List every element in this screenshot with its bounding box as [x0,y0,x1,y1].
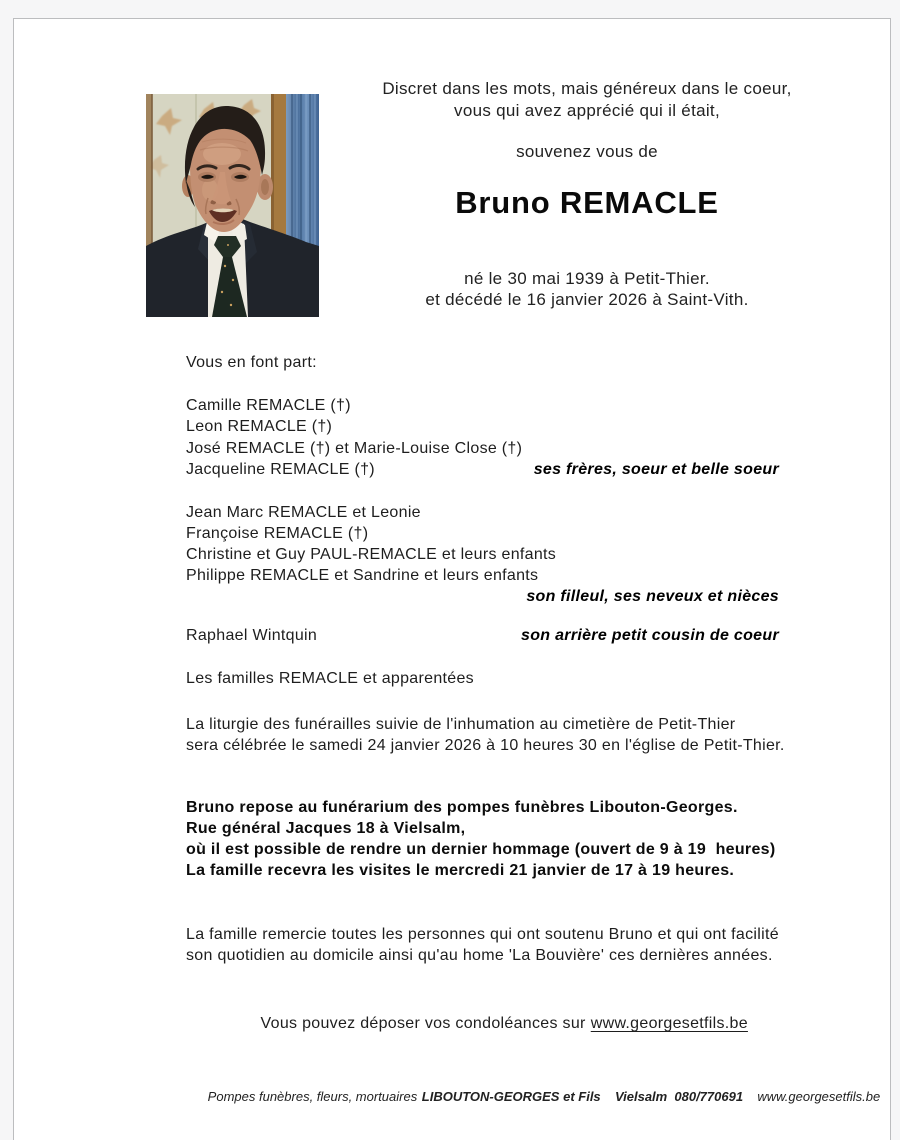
family-member: Raphael Wintquin [186,627,318,644]
relation-label-nephews: son filleul, ses neveux et nièces [526,588,779,605]
funerarium-line-1: Bruno repose au funérarium des pompes funèbres Libouton-Georges. [186,799,738,816]
family-member: Leon REMACLE (†) [186,418,333,435]
quote-line-2: vous qui avez apprécié qui il était, [454,101,720,120]
death-line: et décédé le 16 janvier 2026 à Saint-Vith. [425,290,749,309]
family-member: Christine et Guy PAUL-REMACLE et leurs enfants [186,546,557,563]
relation-label-cousin: son arrière petit cousin de coeur [521,627,779,644]
remember-line: souvenez vous de [516,142,658,161]
family-member-row [186,459,779,480]
family-member: Jean Marc REMACLE et Leonie [186,504,421,521]
families-line: Les familles REMACLE et apparentées [186,670,474,687]
ceremony-line-1: La liturgie des funérailles suivie de l'inhumation au cimetière de Petit-Thier [186,716,736,733]
family-member-row [186,625,779,646]
condolences-line [186,992,794,1055]
condolences-website-link[interactable]: www.georgesetfils.be [590,1015,748,1032]
funerarium-line-2: Rue général Jacques 18 à Vielsalm, [186,820,466,837]
family-member: Jacqueline REMACLE (†) [186,461,375,478]
funeral-home-footer [186,1071,881,1122]
ceremony-line-2: sera célébrée le samedi 24 janvier 2026 à 10 heures 30 en l'église de Petit-Thier. [186,737,785,754]
footer-website: www.georgesetfils.be [757,1089,881,1104]
footer-prefix: Pompes funèbres, fleurs, mortuaires [207,1089,418,1104]
family-member: Philippe REMACLE et Sandrine et leurs enfants [186,567,539,584]
family-member: Camille REMACLE (†) [186,397,351,414]
relation-label-brothers: ses frères, soeur et belle soeur [533,461,779,478]
condolences-text: Vous pouvez déposer vos condoléances sur [260,1015,586,1032]
family-member: Françoise REMACLE (†) [186,525,369,542]
announce-intro: Vous en font part: [186,354,317,371]
thanks-line-1: La famille remercie toutes les personnes qui ont soutenu Bruno et qui ont facilité [186,926,779,943]
footer-phone: 080/770691 [674,1089,744,1104]
family-member: José REMACLE (†) et Marie-Louise Close (†) [186,440,523,457]
footer-place: Vielsalm [614,1089,668,1104]
funerarium-line-4: La famille recevra les visites le mercredi 21 janvier de 17 à 19 heures. [186,862,735,879]
quote-line-1: Discret dans les mots, mais généreux dans le coeur, [382,79,792,98]
deceased-name: Bruno REMACLE [455,185,719,220]
birth-line: né le 30 mai 1939 à Petit-Thier. [464,269,710,288]
funerarium-line-3: où il est possible de rendre un dernier hommage (ouvert de 9 à 19 heures) [186,841,776,858]
thanks-line-2: son quotidien au domicile ainsi qu'au home 'La Bouvière' ces dernières années. [186,947,773,964]
announcement-page [13,18,891,1140]
footer-company: LIBOUTON-GEORGES et Fils [421,1089,601,1104]
